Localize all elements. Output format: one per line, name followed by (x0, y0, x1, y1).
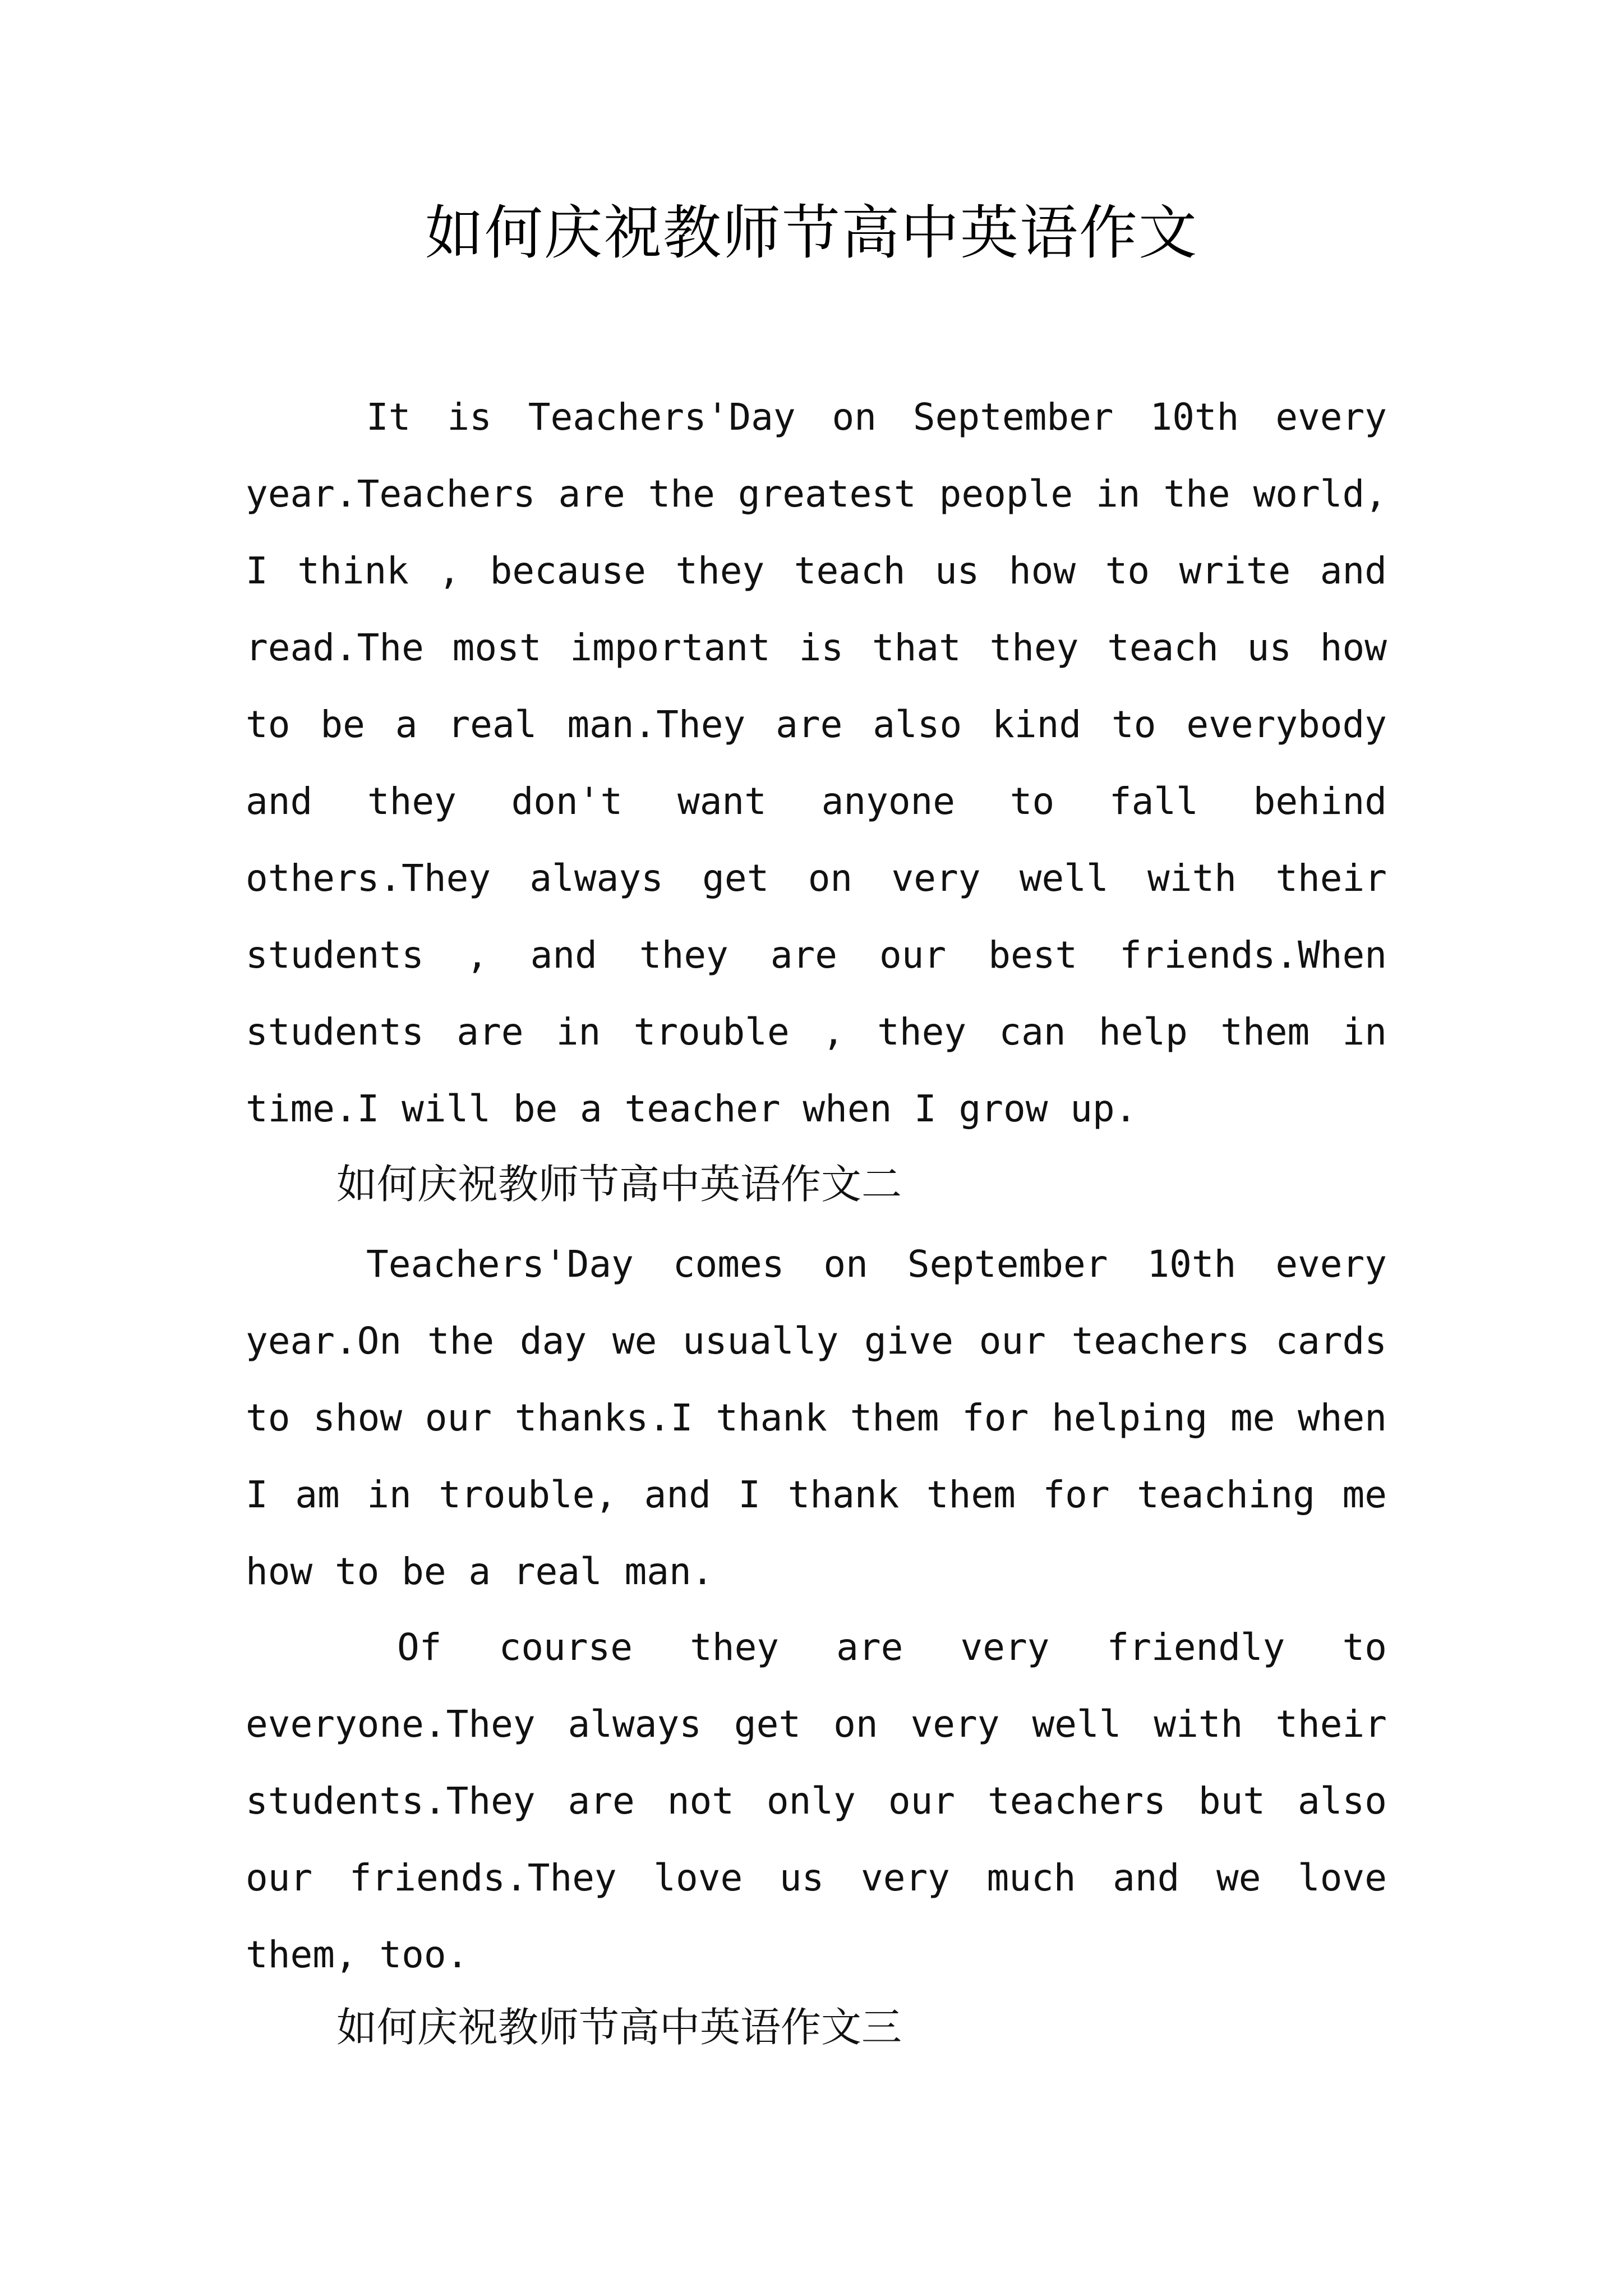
paragraph-3: Of course they are very friendly to everyone.They always get on very well with their students.They are not only our teachers but also our friends.They love us very much and we love them, too. (246, 1626, 1387, 1976)
section-heading-3: 如何庆祝教师节高中英语作文三 (336, 2004, 902, 2051)
paragraph-2: Teachers'Day comes on September 10th every year.On the day we usually give our teachers cards to show our thanks.I thank them for helping me when I am in trouble, and I thank them for teaching me how to be a real man. (246, 1243, 1387, 1593)
paragraph-1: It is Teachers'Day on September 10th every year.Teachers are the greatest people in the world, I think , because they teach us how to write and read.The most important is that they teach us how to be a real man.They are also kind to everybody and they don't want anyone to fall behind others.They always get on very well with their students , and they are our best friends.When students are in trouble , they can help them in time.I will be a teacher when I grow up. (246, 395, 1387, 1130)
section-heading-2: 如何庆祝教师节高中英语作文二 (336, 1161, 902, 1208)
document-title: 如何庆祝教师节高中英语作文 (425, 199, 1198, 267)
